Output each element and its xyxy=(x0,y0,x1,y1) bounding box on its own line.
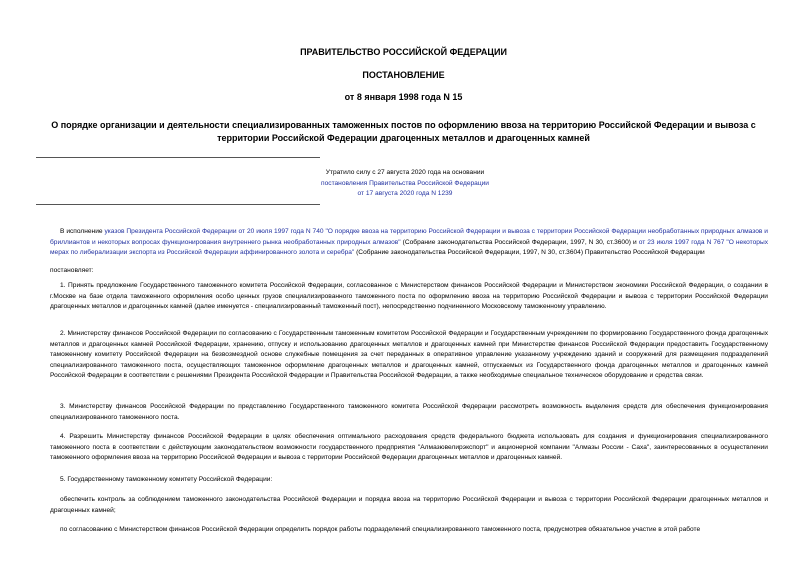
status-note-text: Утратило силу с 27 августа 2020 года на основании xyxy=(325,169,485,176)
intro-text-3: (Собрание законодательства Российской Федерации, 1997, N 30, ст.3604) Правительство Российской Федерации xyxy=(354,249,705,256)
document-type-heading: ПОСТАНОВЛЕНИЕ xyxy=(362,70,445,80)
status-note xyxy=(310,168,500,200)
item-5-subitem-1: обеспечить контроль за соблюдением таможенного законодательства Российской Федерации и порядка ввоза на территорию Российской Федерации и вывоза с территории Российской Федерации драгоценных металлов и драгоценных камней; xyxy=(50,496,768,514)
intro-text-2: (Собрание законодательства Российской Федерации, 1997, N 30, ст.3600) и xyxy=(400,238,639,246)
item-5: 5. Государственному таможенному комитету Российской Федерации: xyxy=(60,476,273,483)
repeal-link-line1[interactable]: постановления Правительства Российской Федерации xyxy=(321,179,489,187)
item-5-subitem-2: по согласованию с Министерством финансов Российской Федерации определить порядок работы подразделений специализированного таможенного поста, предусмотрев обязательное участие в этой работе xyxy=(60,526,701,533)
item-1: 1. Принять предложение Государственного таможенного комитета Российской Федерации, согласованное с Министерством финансов Российской Федерации и Министерством экономики Российской Федерации, о создании в г.Москве на базе отдела таможенного оформления особо ценных грузов специализированного таможенного поста по оформлению ввоза на территорию Российской Федерации и вывоза с территории Российской Федерации драгоценных металлов и драгоценных камней (далее именуется - специализированный таможенный пост), непосредственно подчиненного Московскому таможенному управлению. xyxy=(50,282,768,310)
date-number-heading: от 8 января 1998 года N 15 xyxy=(344,92,463,102)
decree-767-link[interactable]: от 23 июля 1997 года N 767 "О некоторых мерах по либерализации экспорта из Российской Федерации аффинированного золота и серебра" xyxy=(50,238,768,256)
item-4: 4. Разрешить Министерству финансов Российской Федерации в целях обеспечения оптимального расходования средств федерального бюджета использовать для создания и функционирования специализированного таможенного поста в соответствии с действующим законодательством возможности государственного предприятия "Алмазювелирэкспорт" и акционерной компании "Алмазы России - Саха", заинтересованных в осуществлении таможенного оформления ввоза на территорию Российской Федерации и вывоза с территории Российской Федерации драгоценных металлов и драгоценных камней. xyxy=(50,433,768,461)
repeal-link-line2[interactable]: от 17 августа 2020 года N 1239 xyxy=(357,190,453,197)
item-3: 3. Министерству финансов Российской Федерации по представлению Государственного таможенного комитета Российской Федерации рассмотреть возможность выделения средств для обеспечения функционирования специализированного таможенного поста. xyxy=(50,403,768,421)
divider-bottom xyxy=(36,204,320,205)
intro-paragraph xyxy=(50,227,768,259)
document-title: О порядке организации и деятельности специализированных таможенных постов по оформлению ввоза на территорию Российской Федерации и вывоза с территории Российской Федерации драгоценных металлов и драгоценных камней xyxy=(51,120,756,143)
government-heading: ПРАВИТЕЛЬСТВО РОССИЙСКОЙ ФЕДЕРАЦИИ xyxy=(300,47,507,57)
intro-text-1: В исполнение xyxy=(60,228,105,235)
decree-740-link[interactable]: указов Президента Российской Федерации от 20 июля 1997 года N 740 "О порядке ввоза на территорию Российской Федерации и вывоза с территории Российской Федерации необработанных природных алмазов и бриллиантов и некоторых вопросах функционирования внутреннего рынка необработанных природных алмазов" xyxy=(50,228,768,246)
decrees-label: постановляет: xyxy=(50,267,94,274)
item-2: 2. Министерству финансов Российской Федерации по согласованию с Государственным таможенным комитетом Российской Федерации и Государственным учреждением по формированию Государственного фонда драгоценных металлов и драгоценных камней Российской Федерации, хранению, отпуску и использованию драгоценных металлов и драгоценных камней при Министерстве финансов Российской Федерации предоставить Государственному таможенному комитету Российской Федерации на безвозмездной основе служебные помещения за счет переданных в оперативное управление указанному учреждению зданий и сооружений для размещения подразделений специализированного таможенного поста, осуществляющих таможенное оформление драгоценных металлов и драгоценных камней, отпускаемых из Государственного фонда драгоценных металлов и драгоценных камней Российской Федерации в соответствии с решениями Президента Российской Федерации и Правительства Российской Федерации, а также необходимые специальное техническое оборудование и средства связи. xyxy=(50,330,768,379)
divider-top xyxy=(36,157,320,158)
